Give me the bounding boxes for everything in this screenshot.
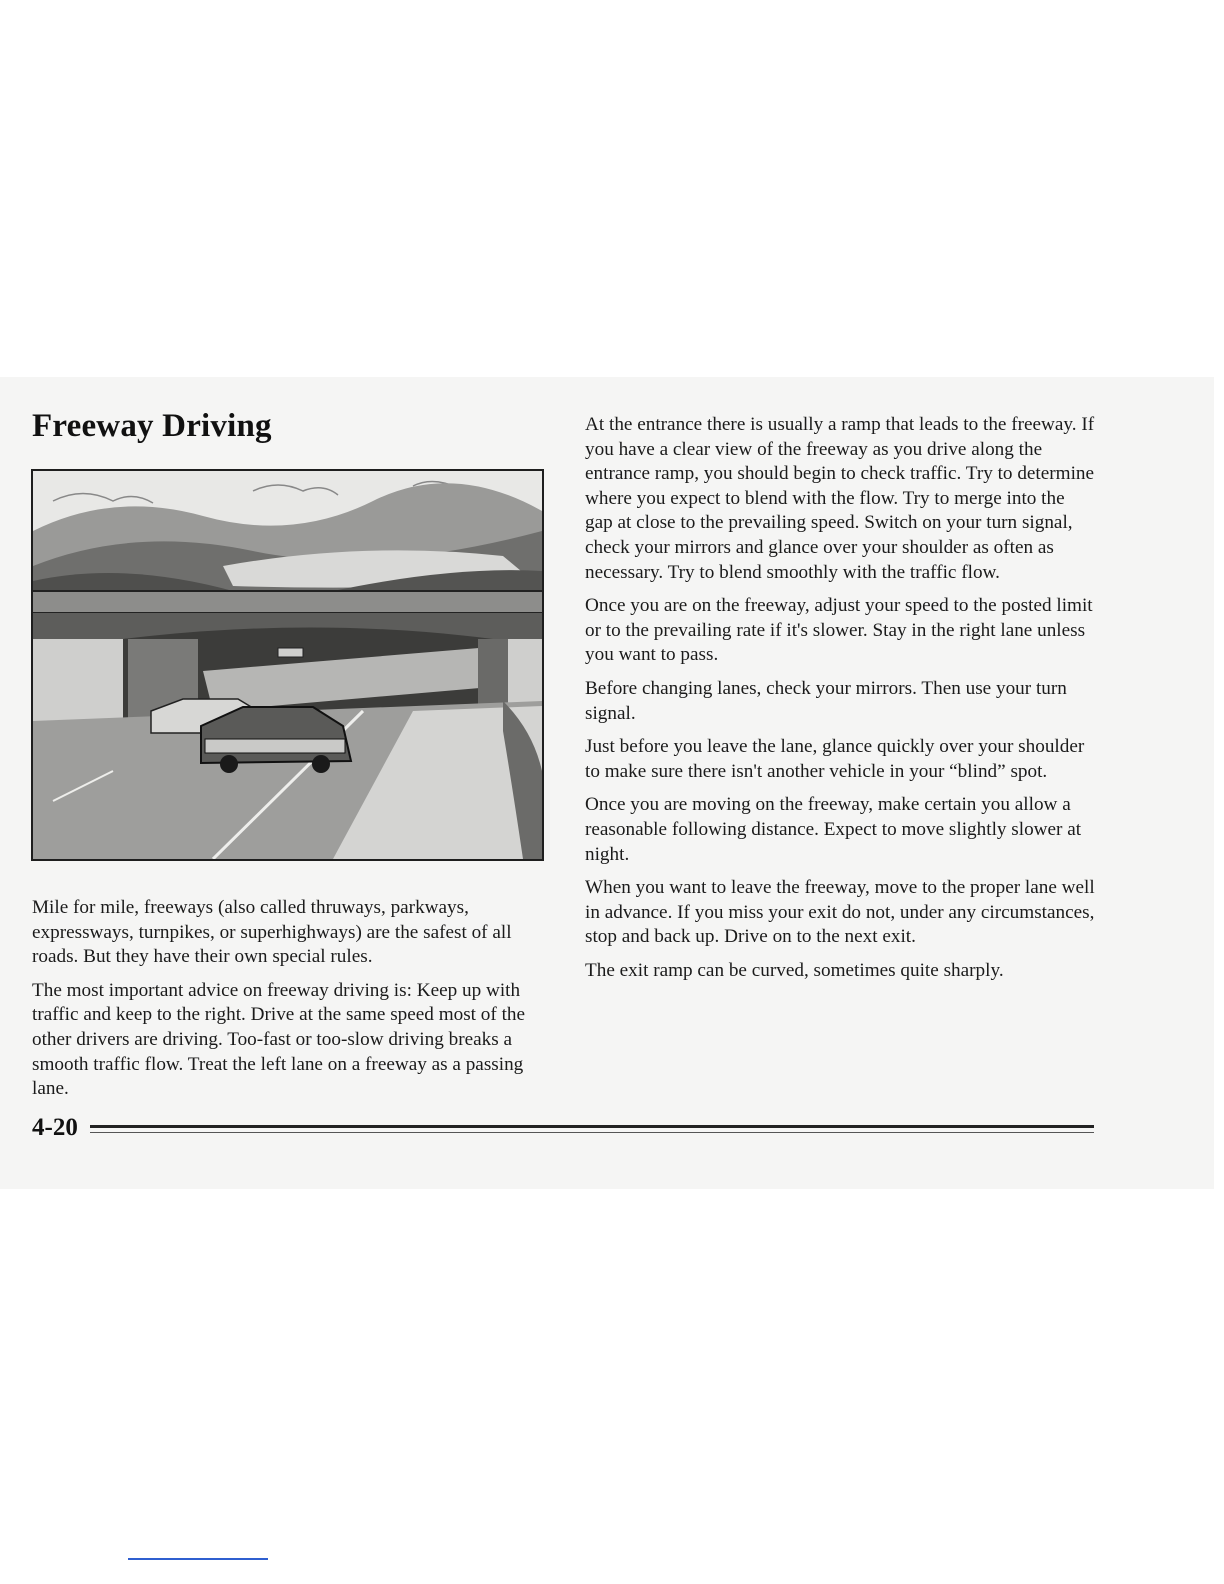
paragraph: The most important advice on freeway driving is: Keep up with traffic and keep to the right. Drive at the same speed most of the other drivers are driving. Too-fast or too-slow driving breaks a smooth traffic flow. Treat the left lane on a freeway as a passing lane. bbox=[32, 979, 526, 1100]
paragraph: At the entrance there is usually a ramp that leads to the freeway. If you have a clear view of the freeway as you drive along the entrance ramp, you should begin to check traffic. Try to determine where you expect to blend with the flow. Try to merge into the gap at close to the prevailing speed. Switch on your turn signal, check your mirrors and glance over your shoulder as often as necessary. Try to blend smoothly with the traffic flow. bbox=[585, 414, 1095, 583]
page-title: Freeway Driving bbox=[32, 408, 272, 444]
paragraph: Once you are on the freeway, adjust your speed to the posted limit or to the prevailing rate if it's slower. Stay in the right lane unless you want to pass. bbox=[585, 595, 1093, 666]
left-column bbox=[32, 896, 554, 1111]
bridge-railing bbox=[33, 591, 542, 613]
paragraph: When you want to leave the freeway, move to the proper lane well in advance. If you miss your exit do not, under any circumstances, stop and back up. Drive on to the next exit. bbox=[585, 877, 1095, 948]
freeway-overpass-illustration bbox=[31, 469, 544, 861]
bottom-underline bbox=[128, 1558, 268, 1560]
paragraph: The exit ramp can be curved, sometimes quite sharply. bbox=[585, 959, 1004, 981]
car-wheel bbox=[312, 755, 330, 773]
footer-rule bbox=[90, 1125, 1094, 1128]
paragraph: Mile for mile, freeways (also called thruways, parkways, expressways, turnpikes, or superhighways) are the safest of all roads. But they have their own special rules. bbox=[32, 897, 512, 968]
right-column bbox=[585, 413, 1097, 992]
car-wheel-left bbox=[220, 755, 238, 773]
paragraph: Just before you leave the lane, glance quickly over your shoulder to make sure there isn't another vehicle in your “blind” spot. bbox=[585, 736, 1085, 782]
footer-rule-thin bbox=[90, 1132, 1094, 1133]
illustration-drawing bbox=[33, 471, 542, 859]
page-number: 4-20 bbox=[32, 1114, 78, 1141]
paragraph: Before changing lanes, check your mirrors. Then use your turn signal. bbox=[585, 677, 1067, 724]
paragraph: Once you are moving on the freeway, make certain you allow a reasonable following distance. Expect to move slightly slower at night. bbox=[585, 794, 1082, 865]
car-bumper bbox=[205, 739, 345, 753]
distant-car bbox=[278, 648, 303, 657]
